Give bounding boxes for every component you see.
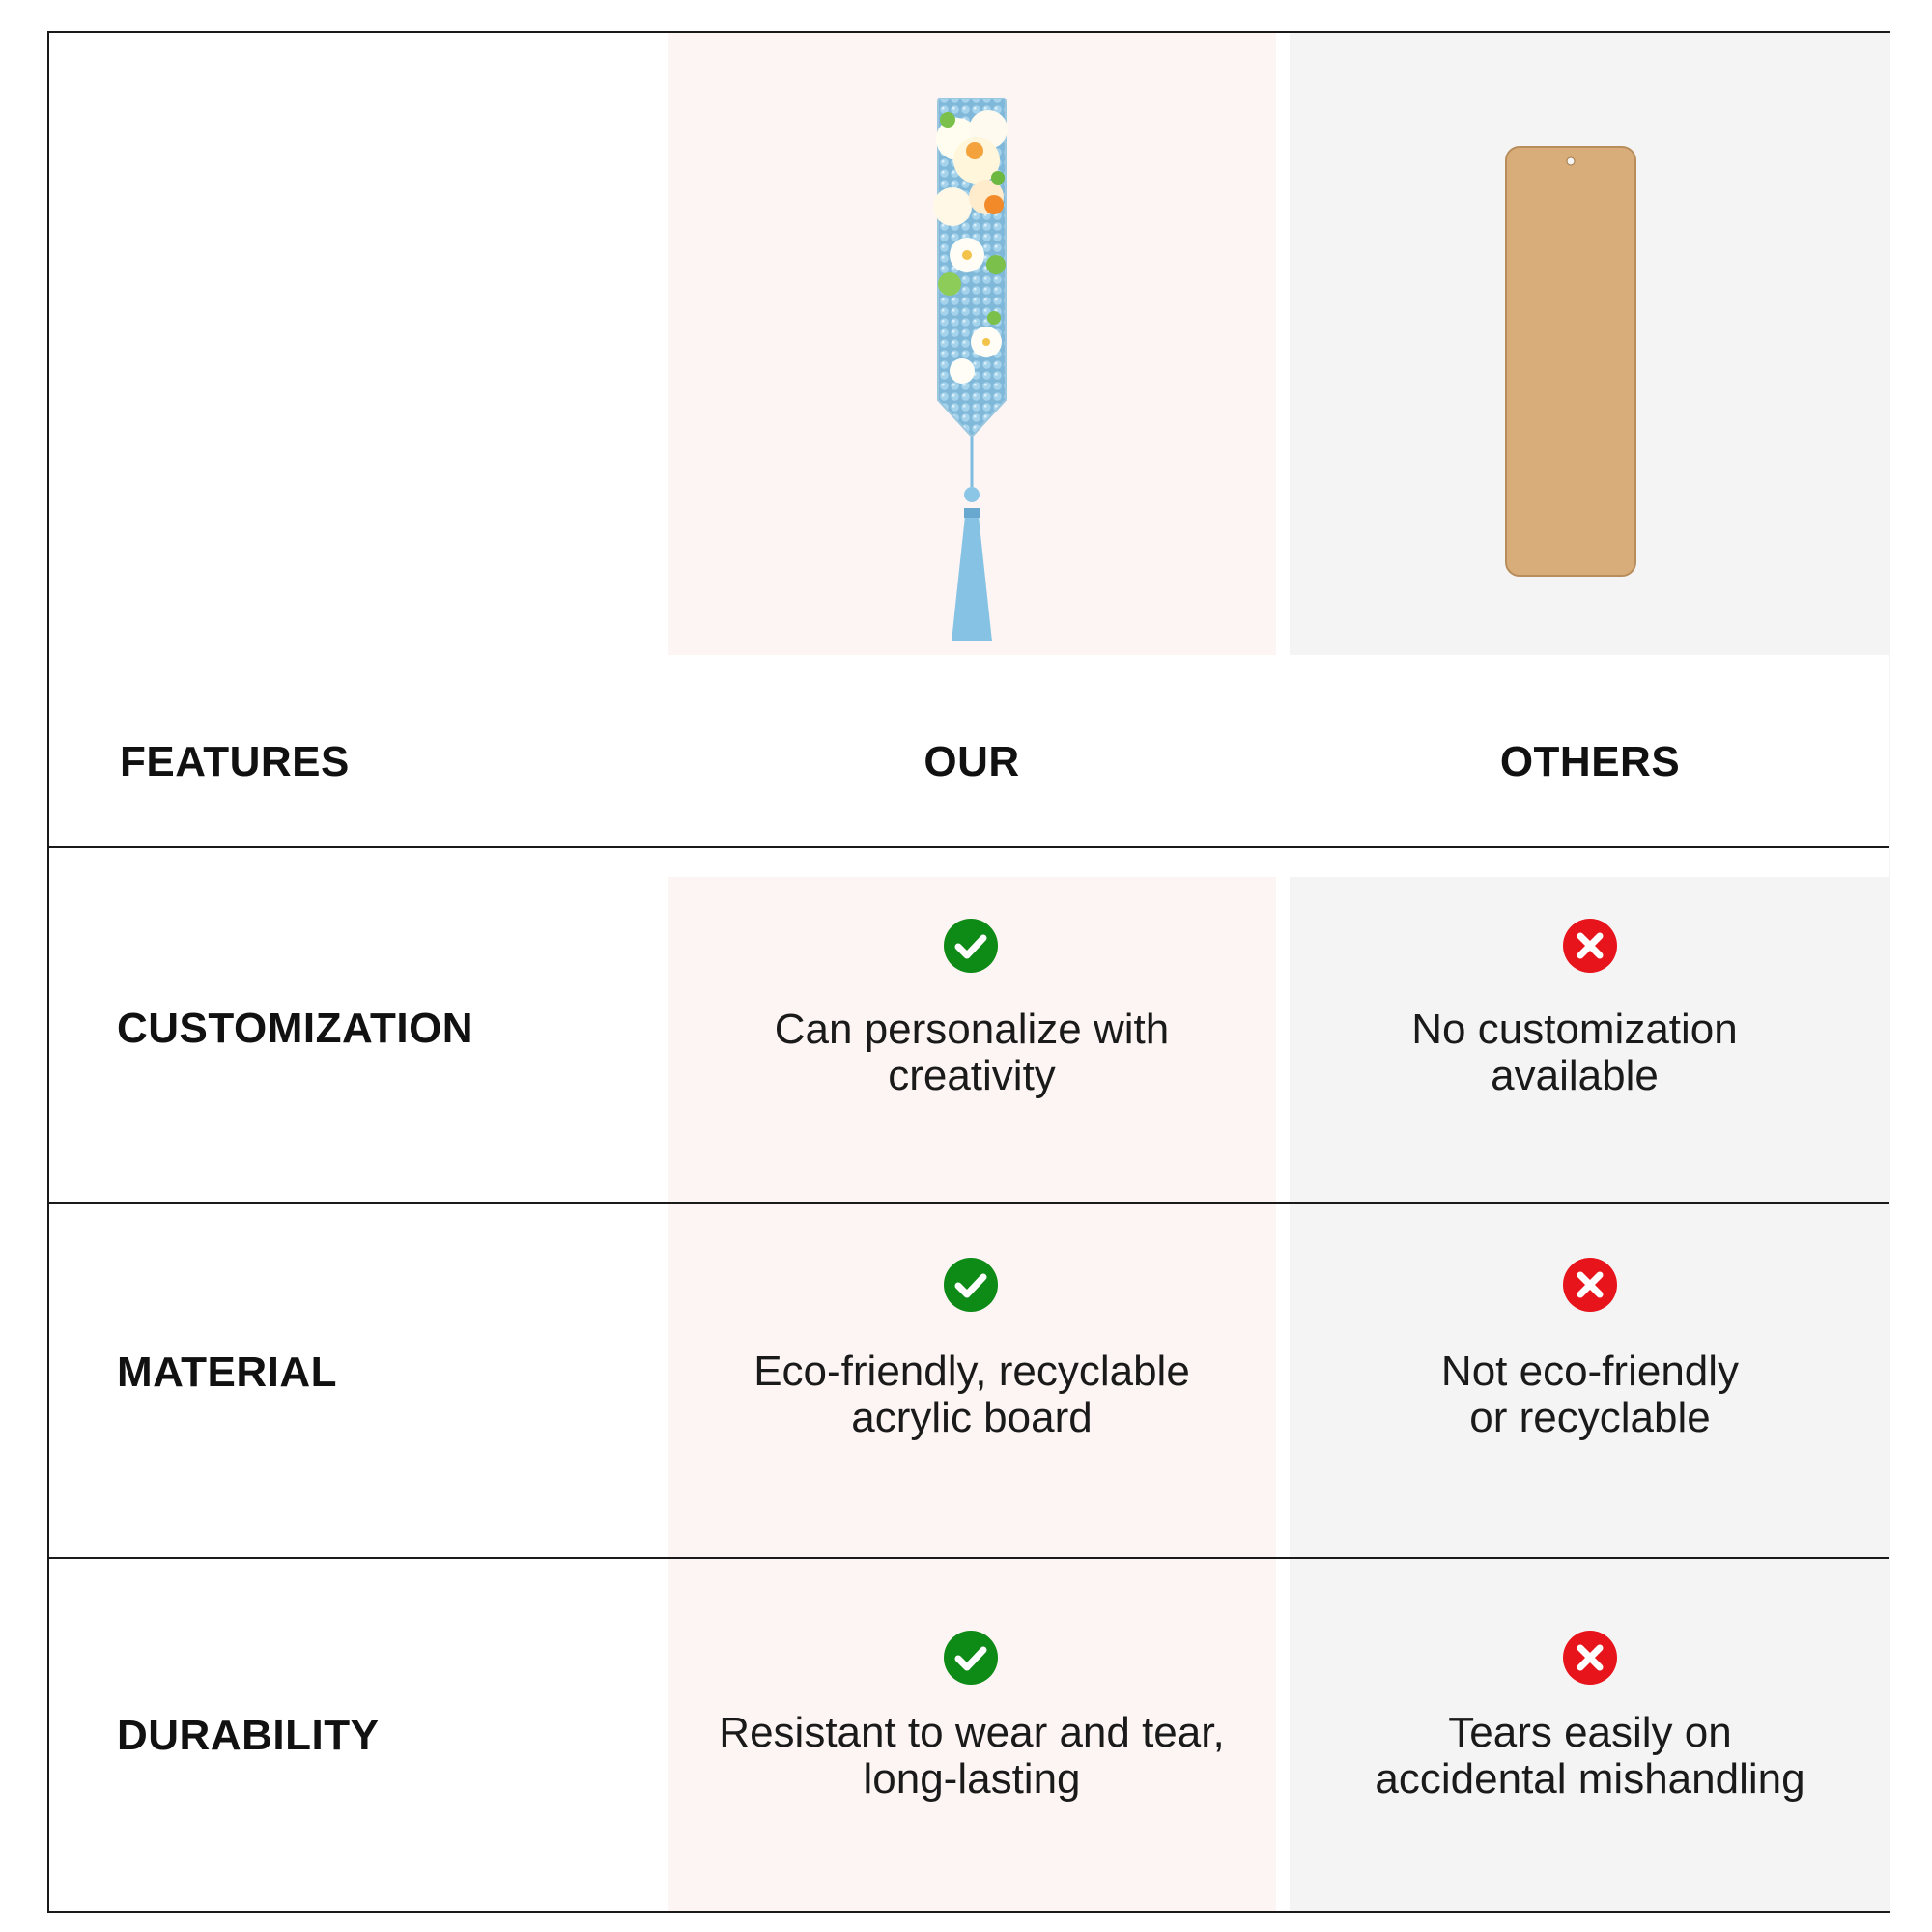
- cross-icon: [1563, 919, 1617, 973]
- text-line: or recyclable: [1469, 1394, 1711, 1441]
- row-divider: [49, 1202, 1889, 1204]
- text-line: Can personalize with: [774, 1006, 1170, 1053]
- others-product-image: [1489, 129, 1653, 593]
- text-line: long-lasting: [863, 1755, 1081, 1803]
- text-line: accidental mishandling: [1375, 1755, 1805, 1803]
- check-icon: [944, 1258, 998, 1312]
- text-line: creativity: [888, 1052, 1056, 1099]
- text-line: No customization: [1411, 1006, 1738, 1053]
- our-customization-text: [668, 1007, 1276, 1099]
- others-material-text: [1290, 1349, 1890, 1441]
- check-icon: [944, 919, 998, 973]
- our-material-text: [668, 1349, 1276, 1441]
- cross-icon: [1563, 1258, 1617, 1312]
- others-customization-text: [1290, 1007, 1860, 1099]
- feature-label-customization: CUSTOMIZATION: [117, 1005, 474, 1052]
- our-product-image: [822, 62, 1131, 661]
- text-line: Eco-friendly, recyclable: [753, 1348, 1190, 1395]
- text-line: acrylic board: [851, 1394, 1093, 1441]
- row-divider: [49, 1557, 1889, 1559]
- text-line: Resistant to wear and tear,: [719, 1709, 1225, 1756]
- feature-label-durability: DURABILITY: [117, 1712, 380, 1759]
- comparison-table: [47, 31, 1890, 1913]
- text-line: Not eco-friendly: [1440, 1348, 1740, 1395]
- check-icon: [944, 1631, 998, 1685]
- text-line: Tears easily on: [1448, 1709, 1732, 1756]
- our-header: OUR: [923, 738, 1020, 785]
- others-durability-text: [1290, 1710, 1890, 1803]
- features-header: FEATURES: [120, 738, 350, 785]
- feature-label-material: MATERIAL: [117, 1349, 338, 1396]
- cross-icon: [1563, 1631, 1617, 1685]
- others-header: OTHERS: [1499, 738, 1681, 785]
- our-durability-text: [668, 1710, 1276, 1803]
- text-line: available: [1491, 1052, 1659, 1099]
- row-divider: [49, 846, 1889, 848]
